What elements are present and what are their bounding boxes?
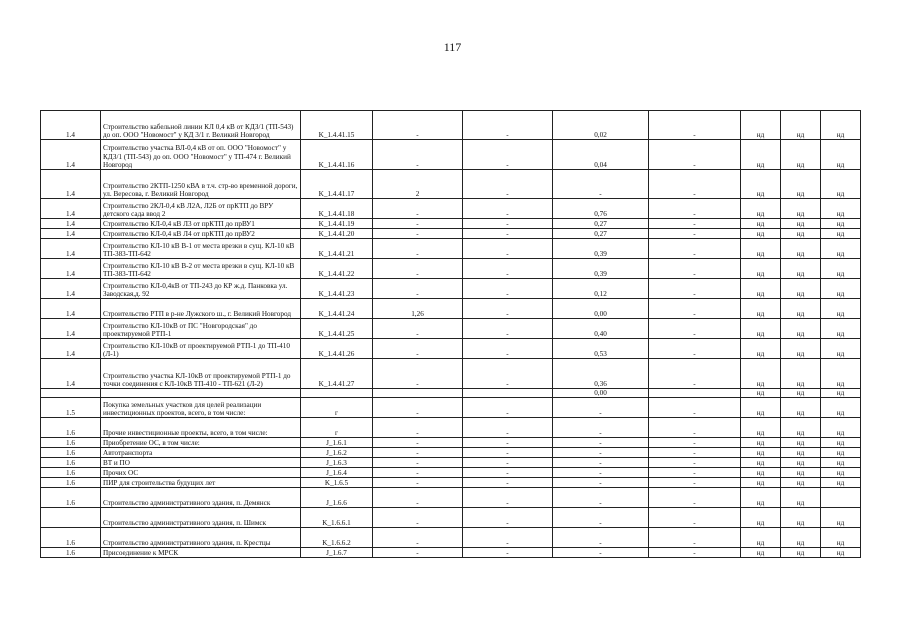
row-name-cell: Строительство КЛ-10кВ от проектируемой РТП-1 до ТП-410 (Л-1) (101, 339, 301, 359)
value-cell-3: - (553, 398, 649, 418)
row-number-cell: 1.4 (41, 239, 101, 259)
value-cell-3: 0,40 (553, 319, 649, 339)
value-cell-5: нд (741, 229, 781, 239)
value-cell-5: нд (741, 508, 781, 528)
value-cell-6: нд (781, 418, 821, 438)
row-name-cell: Строительство КЛ-10кВ от ПС "Новгородская" до проектируемой РТП-1 (101, 319, 301, 339)
table-row (41, 259, 861, 279)
row-name-cell: Строительство КЛ-10 кВ В-1 от места врезки в сущ. КЛ-10 кВ ТП-383-ТП-642 (101, 239, 301, 259)
value-cell-3: - (553, 448, 649, 458)
row-code-cell: J_1.6.4 (301, 468, 373, 478)
row-code-cell: K_1.4.41.18 (301, 199, 373, 219)
table-row (41, 478, 861, 488)
table-row (41, 170, 861, 199)
value-cell-4: - (649, 528, 741, 548)
value-cell-7: нд (821, 259, 861, 279)
value-cell-5: нд (741, 170, 781, 199)
value-cell-4: - (649, 339, 741, 359)
value-cell-2: - (463, 458, 553, 468)
row-code-cell: J_1.6.1 (301, 438, 373, 448)
row-number-cell (41, 389, 101, 398)
row-code-cell (301, 389, 373, 398)
value-cell-3: 0,27 (553, 219, 649, 229)
value-cell-3: - (553, 528, 649, 548)
row-number-cell: 1.6 (41, 448, 101, 458)
value-cell-3: - (553, 488, 649, 508)
value-cell-6: нд (781, 398, 821, 418)
value-cell-5: нд (741, 140, 781, 170)
row-number-cell: 1.4 (41, 140, 101, 170)
value-cell-7: нд (821, 389, 861, 398)
value-cell-5: нд (741, 219, 781, 229)
value-cell-3: - (553, 438, 649, 448)
row-code-cell: K_1.6.6.2 (301, 528, 373, 548)
value-cell-2: - (463, 448, 553, 458)
value-cell-7: нд (821, 398, 861, 418)
value-cell-3: 0,04 (553, 140, 649, 170)
row-name-cell: Строительство РТП в р-не Лужского ш., г. Великий Новгород (101, 299, 301, 319)
value-cell-6: нд (781, 458, 821, 468)
row-number-cell: 1.6 (41, 468, 101, 478)
table-row (41, 339, 861, 359)
value-cell-2: - (463, 488, 553, 508)
value-cell-7: нд (821, 458, 861, 468)
row-code-cell: K_1.4.41.17 (301, 170, 373, 199)
value-cell-5: нд (741, 448, 781, 458)
value-cell-2: - (463, 528, 553, 548)
value-cell-3: - (553, 548, 649, 558)
value-cell-6: нд (781, 468, 821, 478)
row-number-cell: 1.4 (41, 170, 101, 199)
table-row (41, 438, 861, 448)
value-cell-1: - (373, 229, 463, 239)
row-code-cell: K_1.4.41.22 (301, 259, 373, 279)
table-row (41, 279, 861, 299)
value-cell-4: - (649, 398, 741, 418)
row-number-cell: 1.6 (41, 548, 101, 558)
row-number-cell: 1.4 (41, 339, 101, 359)
table-row (41, 359, 861, 389)
value-cell-2: - (463, 279, 553, 299)
value-cell-2: - (463, 548, 553, 558)
value-cell-7: нд (821, 229, 861, 239)
value-cell-5: нд (741, 389, 781, 398)
value-cell-3: 0,76 (553, 199, 649, 219)
value-cell-1: - (373, 458, 463, 468)
value-cell-1: - (373, 219, 463, 229)
value-cell-3: - (553, 458, 649, 468)
value-cell-6: нд (781, 219, 821, 229)
value-cell-2: - (463, 219, 553, 229)
value-cell-1: - (373, 259, 463, 279)
row-name-cell: Строительство 2КЛ-0,4 кВ Л2А, Л2Б от прКТП до ВРУ детского сада ввод 2 (101, 199, 301, 219)
table-row (41, 448, 861, 458)
value-cell-3: 0,39 (553, 239, 649, 259)
value-cell-4: - (649, 418, 741, 438)
value-cell-3: 0,27 (553, 229, 649, 239)
value-cell-2: - (463, 229, 553, 239)
table-row (41, 239, 861, 259)
row-number-cell: 1.6 (41, 488, 101, 508)
row-number-cell: 1.4 (41, 229, 101, 239)
row-number-cell: 1.4 (41, 279, 101, 299)
value-cell-3: 0,00 (553, 389, 649, 398)
value-cell-5: нд (741, 279, 781, 299)
value-cell-5: нд (741, 438, 781, 448)
table-row (41, 458, 861, 468)
value-cell-3: - (553, 478, 649, 488)
value-cell-6: нд (781, 111, 821, 140)
value-cell-4: - (649, 319, 741, 339)
value-cell-6: нд (781, 389, 821, 398)
value-cell-5: нд (741, 339, 781, 359)
value-cell-7: нд (821, 438, 861, 448)
table-body (41, 111, 861, 558)
row-code-cell: J_1.6.7 (301, 548, 373, 558)
value-cell-5: нд (741, 398, 781, 418)
value-cell-5: нд (741, 528, 781, 548)
value-cell-6: нд (781, 528, 821, 548)
value-cell-6: нд (781, 548, 821, 558)
row-name-cell: Строительство административного здания, п. Крестцы (101, 528, 301, 548)
row-name-cell: Строительство КЛ-0,4кВ от ТП-243 до КР ж.д. Панковка ул. Заводская,д. 92 (101, 279, 301, 299)
row-name-cell: Строительство административного здания, п. Шимск (101, 508, 301, 528)
value-cell-1: - (373, 488, 463, 508)
row-number-cell: 1.5 (41, 398, 101, 418)
value-cell-3: - (553, 508, 649, 528)
value-cell-6: нд (781, 448, 821, 458)
row-name-cell: Строительство участка ВЛ-0,4 кВ от оп. ООО "Новомост" у КДЗ/1 (ТП-543) до оп. ООО "Новомост" у ТП-474 г. Великий Новгород (101, 140, 301, 170)
row-number-cell: 1.4 (41, 219, 101, 229)
value-cell-7: нд (821, 170, 861, 199)
value-cell-5: нд (741, 488, 781, 508)
value-cell-5: нд (741, 468, 781, 478)
value-cell-1: - (373, 398, 463, 418)
value-cell-2: - (463, 319, 553, 339)
value-cell-7: нд (821, 199, 861, 219)
row-code-cell: K_1.4.41.25 (301, 319, 373, 339)
value-cell-3: 0,36 (553, 359, 649, 389)
value-cell-6: нд (781, 140, 821, 170)
value-cell-6: нд (781, 239, 821, 259)
row-code-cell: г (301, 418, 373, 438)
value-cell-5: нд (741, 359, 781, 389)
value-cell-7 (821, 488, 861, 508)
value-cell-1: - (373, 438, 463, 448)
row-code-cell: K_1.4.41.19 (301, 219, 373, 229)
table-row (41, 398, 861, 418)
value-cell-2: - (463, 438, 553, 448)
table-row (41, 199, 861, 219)
row-number-cell: 1.4 (41, 359, 101, 389)
value-cell-3: 0,12 (553, 279, 649, 299)
value-cell-2: - (463, 170, 553, 199)
row-code-cell: K_1.4.41.24 (301, 299, 373, 319)
table-row (41, 508, 861, 528)
value-cell-1: - (373, 239, 463, 259)
value-cell-6: нд (781, 438, 821, 448)
row-number-cell: 1.4 (41, 319, 101, 339)
row-code-cell: K_1.4.41.26 (301, 339, 373, 359)
value-cell-4: - (649, 448, 741, 458)
value-cell-6: нд (781, 508, 821, 528)
value-cell-6: нд (781, 478, 821, 488)
value-cell-4: - (649, 111, 741, 140)
value-cell-7: нд (821, 418, 861, 438)
row-name-cell: Строительство КЛ-10 кВ В-2 от места врезки в сущ. КЛ-10 кВ ТП-383-ТП-642 (101, 259, 301, 279)
value-cell-7: нд (821, 140, 861, 170)
value-cell-4: - (649, 488, 741, 508)
value-cell-3: - (553, 418, 649, 438)
value-cell-7: нд (821, 111, 861, 140)
value-cell-5: нд (741, 239, 781, 259)
row-name-cell: ПИР для строительства будущих лет (101, 478, 301, 488)
row-number-cell: 1.6 (41, 528, 101, 548)
row-name-cell: Строительство КЛ-0,4 кВ Л3 от прКТП до прВУ1 (101, 219, 301, 229)
value-cell-1: - (373, 140, 463, 170)
value-cell-5: нд (741, 548, 781, 558)
value-cell-1: - (373, 478, 463, 488)
value-cell-1: 2 (373, 170, 463, 199)
value-cell-4: - (649, 548, 741, 558)
row-number-cell: 1.6 (41, 418, 101, 438)
value-cell-2: - (463, 111, 553, 140)
value-cell-4: - (649, 468, 741, 478)
value-cell-5: нд (741, 199, 781, 219)
row-code-cell: K_1.4.41.23 (301, 279, 373, 299)
value-cell-2 (463, 389, 553, 398)
row-number-cell (41, 508, 101, 528)
value-cell-7: нд (821, 548, 861, 558)
table-row (41, 229, 861, 239)
row-number-cell: 1.6 (41, 458, 101, 468)
row-number-cell: 1.4 (41, 199, 101, 219)
value-cell-5: нд (741, 478, 781, 488)
row-number-cell: 1.6 (41, 478, 101, 488)
table-row (41, 389, 861, 398)
value-cell-7: нд (821, 528, 861, 548)
value-cell-6: нд (781, 229, 821, 239)
value-cell-7: нд (821, 319, 861, 339)
value-cell-1: - (373, 448, 463, 458)
value-cell-1: - (373, 508, 463, 528)
table-row (41, 319, 861, 339)
row-name-cell: Строительство КЛ-0,4 кВ Л4 от прКТП до прВУ2 (101, 229, 301, 239)
value-cell-2: - (463, 199, 553, 219)
value-cell-7: нд (821, 279, 861, 299)
value-cell-5: нд (741, 111, 781, 140)
row-code-cell: K_1.4.41.21 (301, 239, 373, 259)
value-cell-6: нд (781, 259, 821, 279)
value-cell-7: нд (821, 239, 861, 259)
row-code-cell: г (301, 398, 373, 418)
value-cell-6: нд (781, 279, 821, 299)
row-code-cell: K_1.6.6.1 (301, 508, 373, 528)
value-cell-7: нд (821, 339, 861, 359)
value-cell-4: - (649, 239, 741, 259)
value-cell-6: нд (781, 359, 821, 389)
table-row (41, 418, 861, 438)
row-number-cell: 1.4 (41, 259, 101, 279)
value-cell-7: нд (821, 448, 861, 458)
row-name-cell: Прочие инвестиционные проекты, всего, в том числе: (101, 418, 301, 438)
table-row (41, 488, 861, 508)
value-cell-5: нд (741, 259, 781, 279)
value-cell-4: - (649, 229, 741, 239)
value-cell-2: - (463, 468, 553, 478)
table-row (41, 219, 861, 229)
value-cell-7: нд (821, 508, 861, 528)
row-name-cell: ВТ и ПО (101, 458, 301, 468)
value-cell-1: - (373, 528, 463, 548)
value-cell-7: нд (821, 299, 861, 319)
row-name-cell (101, 389, 301, 398)
value-cell-4: - (649, 458, 741, 468)
row-code-cell: K_1.4.41.15 (301, 111, 373, 140)
row-name-cell: Автотранспорта (101, 448, 301, 458)
value-cell-2: - (463, 478, 553, 488)
investment-table (40, 110, 861, 558)
row-name-cell: Прочих ОС (101, 468, 301, 478)
value-cell-6: нд (781, 170, 821, 199)
value-cell-2: - (463, 508, 553, 528)
row-code-cell: J_1.6.6 (301, 488, 373, 508)
row-code-cell: K_1.4.41.16 (301, 140, 373, 170)
value-cell-6: нд (781, 319, 821, 339)
value-cell-1: - (373, 359, 463, 389)
value-cell-6: нд (781, 199, 821, 219)
value-cell-3: - (553, 468, 649, 478)
value-cell-6: нд (781, 339, 821, 359)
value-cell-7: нд (821, 468, 861, 478)
table-row (41, 548, 861, 558)
value-cell-2: - (463, 140, 553, 170)
row-code-cell: K_1.4.41.27 (301, 359, 373, 389)
value-cell-2: - (463, 418, 553, 438)
value-cell-1 (373, 389, 463, 398)
row-number-cell: 1.4 (41, 111, 101, 140)
row-code-cell: K_1.6.5 (301, 478, 373, 488)
row-name-cell: Строительство кабельной линии КЛ 0,4 кВ от КДЗ/1 (ТП-543) до оп. ООО "Новомост" у КД 3/1 г. Великий Новгород (101, 111, 301, 140)
value-cell-1: - (373, 468, 463, 478)
value-cell-4: - (649, 199, 741, 219)
value-cell-5: нд (741, 299, 781, 319)
value-cell-4: - (649, 359, 741, 389)
value-cell-4: - (649, 259, 741, 279)
value-cell-7: нд (821, 219, 861, 229)
value-cell-1: - (373, 111, 463, 140)
value-cell-1: 1,26 (373, 299, 463, 319)
value-cell-4: - (649, 140, 741, 170)
value-cell-2: - (463, 239, 553, 259)
page-number: 117 (443, 40, 462, 54)
row-name-cell: Строительство участка КЛ-10кВ от проектируемой РТП-1 до точки соединения с КЛ-10кВ ТП-410 - ТП-621 (Л-2) (101, 359, 301, 389)
value-cell-2: - (463, 398, 553, 418)
value-cell-1: - (373, 279, 463, 299)
value-cell-5: нд (741, 319, 781, 339)
row-number-cell: 1.4 (41, 299, 101, 319)
value-cell-4: - (649, 438, 741, 448)
value-cell-1: - (373, 199, 463, 219)
row-code-cell: J_1.6.2 (301, 448, 373, 458)
value-cell-3: 0,53 (553, 339, 649, 359)
value-cell-7: нд (821, 359, 861, 389)
value-cell-1: - (373, 548, 463, 558)
value-cell-4: - (649, 299, 741, 319)
value-cell-3: 0,02 (553, 111, 649, 140)
table-row (41, 299, 861, 319)
value-cell-5: нд (741, 418, 781, 438)
row-name-cell: Строительство административного здания, п. Демянск (101, 488, 301, 508)
value-cell-2: - (463, 359, 553, 389)
value-cell-7: нд (821, 478, 861, 488)
value-cell-6: нд (781, 488, 821, 508)
value-cell-1: - (373, 339, 463, 359)
value-cell-6: нд (781, 299, 821, 319)
value-cell-3: - (553, 170, 649, 199)
value-cell-3: 0,39 (553, 259, 649, 279)
value-cell-2: - (463, 299, 553, 319)
table-row (41, 111, 861, 140)
value-cell-3: 0,00 (553, 299, 649, 319)
value-cell-4: - (649, 219, 741, 229)
value-cell-5: нд (741, 458, 781, 468)
value-cell-4 (649, 389, 741, 398)
value-cell-4: - (649, 279, 741, 299)
table-row (41, 140, 861, 170)
row-name-cell: Приобретение ОС, в том числе: (101, 438, 301, 448)
row-number-cell: 1.6 (41, 438, 101, 448)
value-cell-2: - (463, 259, 553, 279)
value-cell-2: - (463, 339, 553, 359)
table-row (41, 468, 861, 478)
row-code-cell: K_1.4.41.20 (301, 229, 373, 239)
value-cell-4: - (649, 508, 741, 528)
value-cell-1: - (373, 319, 463, 339)
row-name-cell: Присоединение к МРСК (101, 548, 301, 558)
value-cell-4: - (649, 478, 741, 488)
table-row (41, 528, 861, 548)
row-name-cell: Строительство 2КТП-1250 кВА в т.ч. стр-во временной дороги, ул. Вересова, г. Великий Новгород (101, 170, 301, 199)
row-name-cell: Покупка земельных участков для целей реализации инвестиционных проектов, всего, в том числе: (101, 398, 301, 418)
row-code-cell: J_1.6.3 (301, 458, 373, 468)
value-cell-4: - (649, 170, 741, 199)
value-cell-1: - (373, 418, 463, 438)
